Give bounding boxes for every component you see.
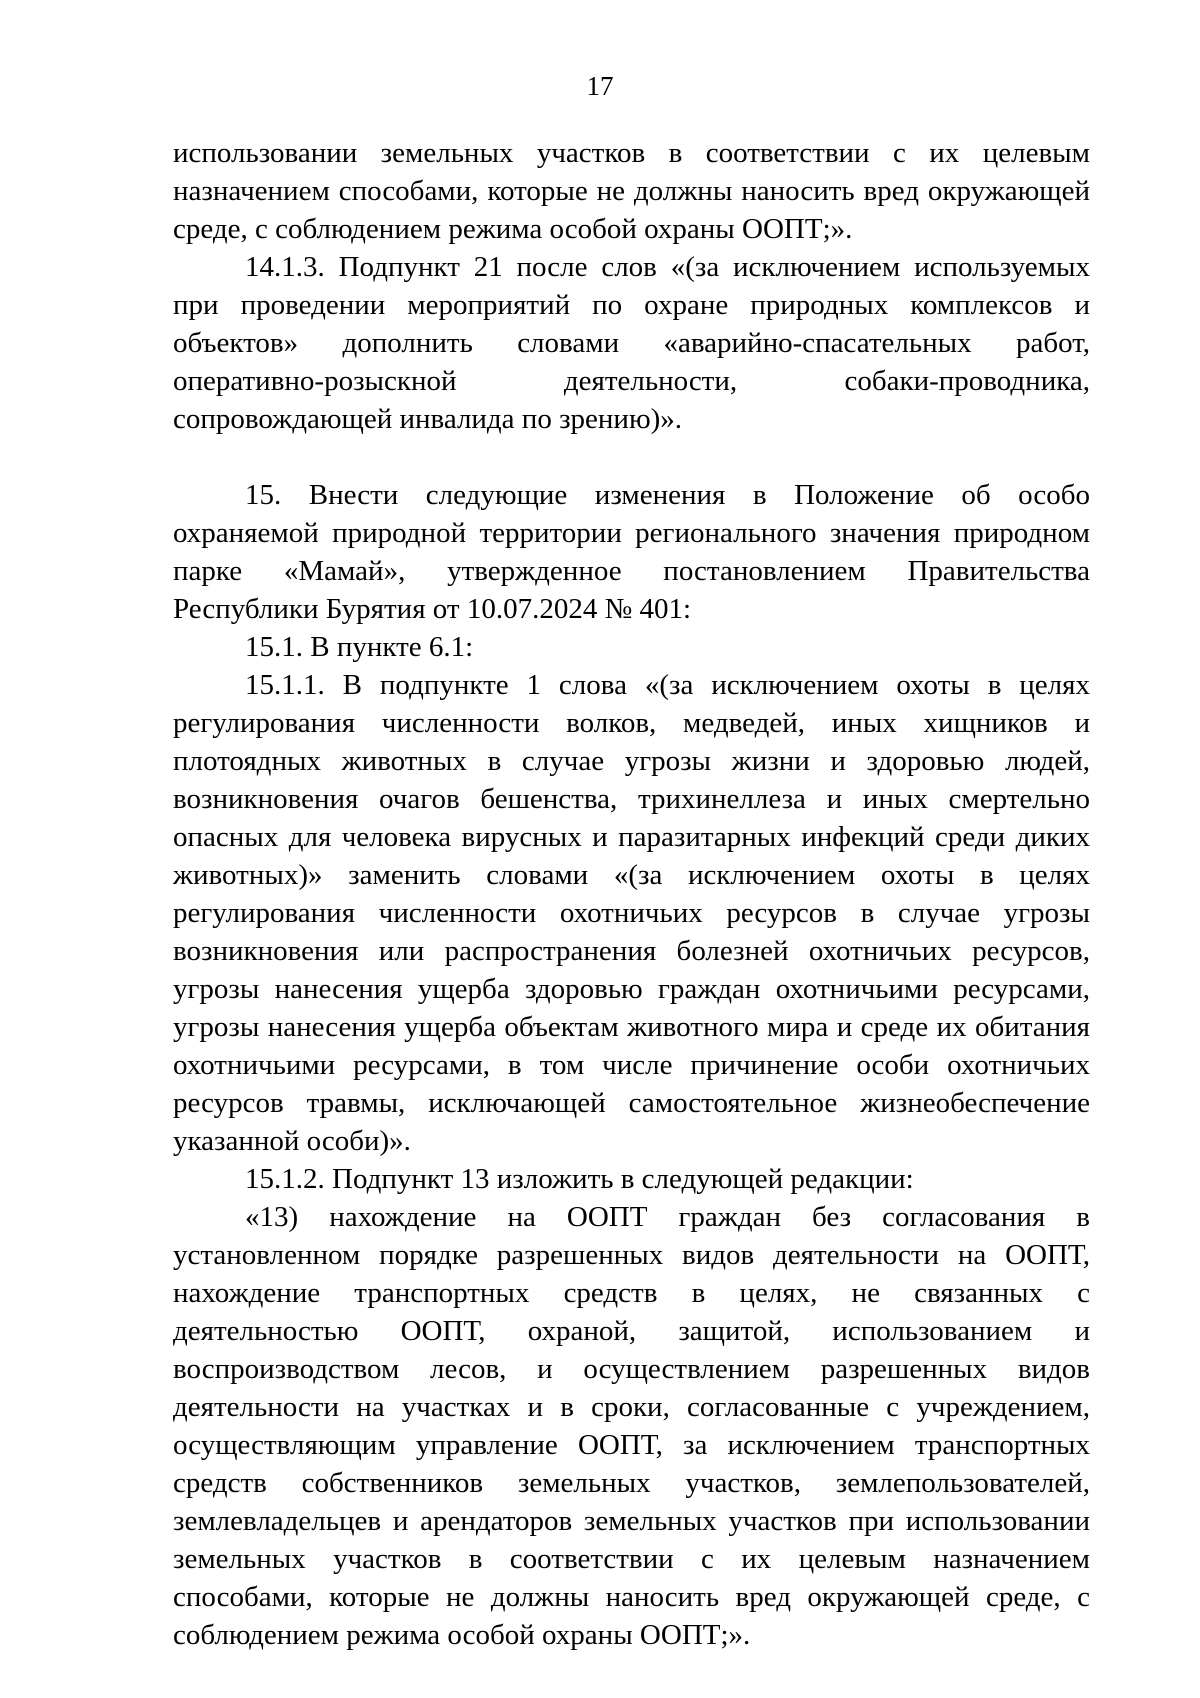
paragraph-14-1-3: 14.1.3. Подпункт 21 после слов «(за исключением используемых при проведении мероприятий по охране природных комплексов и объектов» дополнить словами «аварийно-спасательных работ, оперативно-розыскной деятельности, собаки-проводника, сопровождающей инвалида по зрению)».	[173, 251, 1090, 435]
paragraph-15: 15. Внести следующие изменения в Положение об особо охраняемой природной территории регионального значения природном парке «Мамай», утвержденное постановлением Правительства Республики Бурятия от 10.07.2024 № 401:	[173, 479, 1090, 625]
page-number: 17	[586, 71, 614, 101]
paragraph-15-1: 15.1. В пункте 6.1:	[245, 631, 474, 663]
section-spacer	[173, 438, 1090, 476]
paragraph-subpoint-13: «13) нахождение на ООПТ граждан без согласования в установленном порядке разрешенных видов деятельности на ООПТ, нахождение транспортных средств в целях, не связанных с деятельностью ООПТ, охраной, защитой, использованием и воспроизводством лесов, и осуществлением разрешенных видов деятельности на участках и в сроки, согласованные с учреждением, осуществляющим управление ООПТ, за исключением транспортных средств собственников земельных участков, землепользователей, землевладельцев и арендаторов земельных участков при использовании земельных участков в соответствии с их целевым назначением способами, которые не должны наносить вред окружающей среде, с соблюдением режима особой охраны ООПТ;».	[173, 1201, 1090, 1651]
paragraph-15-1-2: 15.1.2. Подпункт 13 изложить в следующей редакции:	[245, 1163, 914, 1195]
document-body	[173, 134, 1090, 1654]
paragraph-15-1-1: 15.1.1. В подпункте 1 слова «(за исключением охоты в целях регулирования численности волков, медведей, иных хищников и плотоядных животных в случае угрозы жизни и здоровью людей, возникновения очагов бешенства, трихинеллеза и иных смертельно опасных для человека вирусных и паразитарных инфекций среди диких животных)» заменить словами «(за исключением охоты в целях регулирования численности охотничьих ресурсов в случае угрозы возникновения или распространения болезней охотничьих ресурсов, угрозы нанесения ущерба здоровью граждан охотничьими ресурсами, угрозы нанесения ущерба объектам животного мира и среде их обитания охотничьими ресурсами, в том числе причинение особи охотничьих ресурсов травмы, исключающей самостоятельное жизнеобеспечение указанной особи)».	[173, 669, 1090, 1157]
paragraph-continuation: использовании земельных участков в соответствии с их целевым назначением способами, которые не должны наносить вред окружающей среде, с соблюдением режима особой охраны ООПТ;».	[173, 137, 1090, 245]
